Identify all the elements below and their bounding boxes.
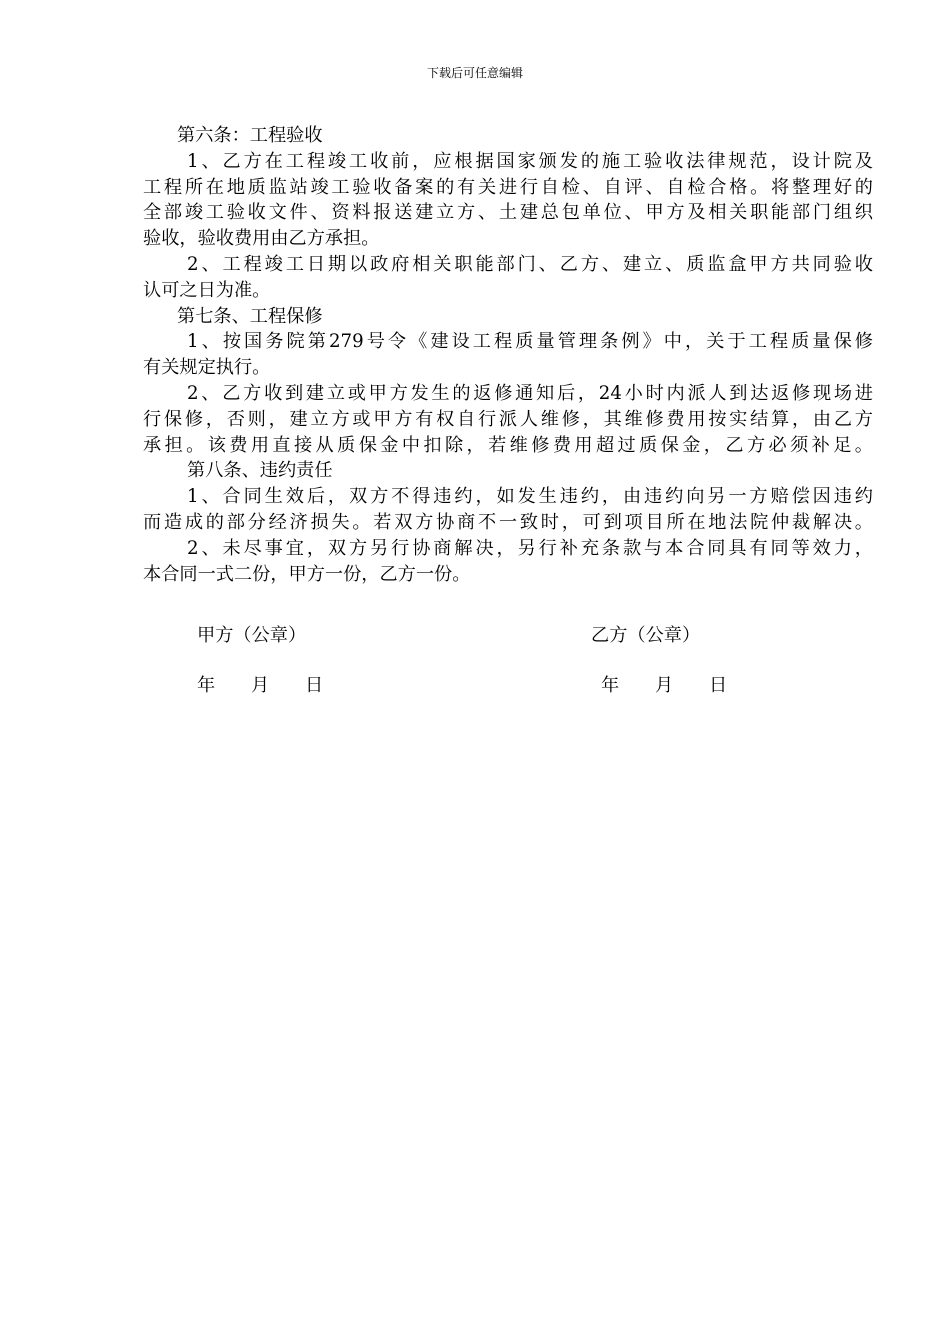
article-6-clause-2-line-1: 2、工程竣工日期以政府相关职能部门、乙方、建立、质监盒甲方共同验收 — [187, 253, 873, 275]
article-6-clause-1-line-1: 1、乙方在工程竣工收前，应根据国家颁发的施工验收法律规范，设计院及 — [187, 150, 873, 172]
article-6-clause-1-line-2: 工程所在地质监站竣工验收备案的有关进行自检、自评、自检合格。将整理好的 — [143, 176, 873, 198]
article-7-clause-2-line-2: 行保修，否则，建立方或甲方有权自行派人维修，其维修费用按实结算，由乙方 — [143, 408, 873, 430]
party-a-date — [197, 674, 323, 698]
article-6-clause-2-line-2: 认可之日为准。 — [143, 279, 271, 301]
article-8-clause-1-line-1: 1、合同生效后，双方不得违约，如发生违约，由违约向另一方赔偿因违约 — [187, 486, 873, 508]
article-8-clause-2-line-2: 本合同一式二份，甲方一份，乙方一份。 — [143, 563, 471, 585]
party-b-date-year: 年 — [601, 675, 620, 696]
article-7-clause-2-line-3: 承担。该费用直接从质保金中扣除，若维修费用超过质保金，乙方必须补足。 — [143, 434, 873, 456]
party-a-date-day: 日 — [305, 675, 324, 696]
party-b-date — [601, 674, 727, 698]
party-a-date-year: 年 — [197, 675, 216, 696]
article-7-heading: 第七条、工程保修 — [177, 305, 323, 327]
article-7-clause-1-line-1: 1、按国务院第279号令《建设工程质量管理条例》中，关于工程质量保修 — [187, 331, 873, 353]
party-a-date-month: 月 — [251, 675, 270, 696]
party-a-seal-label: 甲方（公章） — [197, 625, 307, 646]
article-8-heading: 第八条、违约责任 — [187, 460, 333, 482]
article-6-heading: 第六条：工程验收 — [177, 125, 323, 146]
article-7-clause-2-line-1: 2、乙方收到建立或甲方发生的返修通知后，24小时内派人到达返修现场进 — [187, 382, 873, 404]
article-7-clause-1-line-2: 有关规定执行。 — [143, 357, 271, 379]
article-6-clause-1-line-4: 验收，验收费用由乙方承担。 — [143, 228, 380, 250]
contract-body — [143, 123, 873, 587]
article-8-clause-1-line-2: 而造成的部分经济损失。若双方协商不一致时，可到项目所在地法院仲裁解决。 — [143, 511, 873, 533]
party-b-date-day: 日 — [709, 675, 728, 696]
party-b-seal-label: 乙方（公章） — [591, 625, 701, 646]
article-8-clause-2-line-1: 2、未尽事宜，双方另行协商解决，另行补充条款与本合同具有同等效力， — [187, 537, 873, 559]
article-6-clause-1-line-3: 全部竣工验收文件、资料报送建立方、土建总包单位、甲方及相关职能部门组织 — [143, 202, 873, 224]
header-note: 下载后可任意编辑 — [426, 66, 523, 80]
party-b-date-month: 月 — [655, 675, 674, 696]
